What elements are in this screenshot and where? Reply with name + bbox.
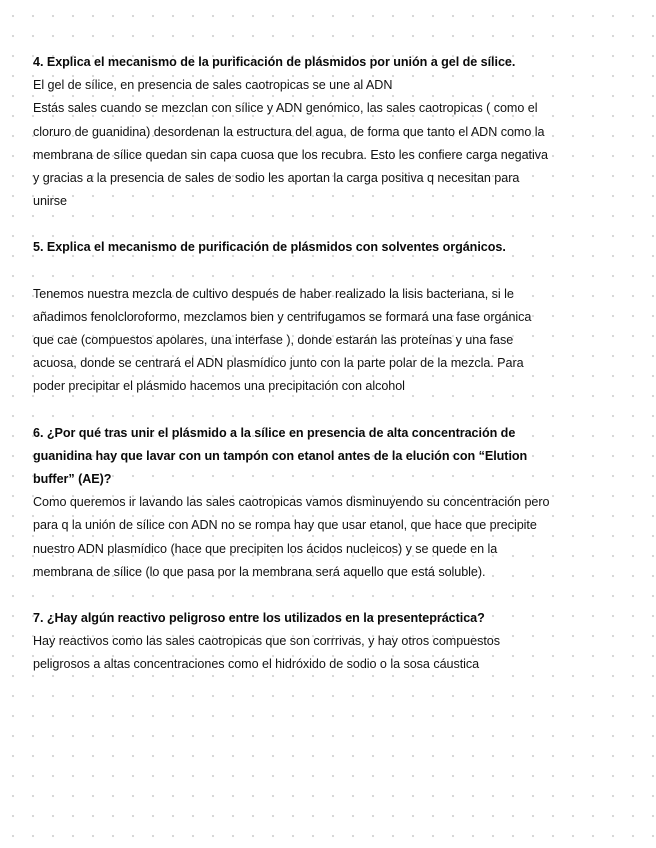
spacer xyxy=(33,213,625,236)
answer-line: membrana de sílice quedan sin capa cuosa que los recubra. Esto les confiere carga negativa xyxy=(33,147,548,162)
question-7-answer xyxy=(33,630,625,676)
question-title-line: 5. Explica el mecanismo de purificación de plásmidos con solventes orgánicos. xyxy=(33,240,506,255)
answer-line: nuestro ADN plasmídico (hace que precipiten los ácidos nucleicos) y se quede en la xyxy=(33,541,498,556)
question-5 xyxy=(33,236,625,398)
spacer xyxy=(33,584,625,607)
answer-line: Tenemos nuestra mezcla de cultivo después de haber realizado la lisis bacteriana, si le xyxy=(33,286,514,301)
answer-line: membrana de sílice (lo que pasa por la membrana será aquello que está soluble). xyxy=(33,564,486,579)
answer-line: peligrosos a altas concentraciones como el hidróxido de sodio o la sosa cáustica xyxy=(33,657,480,672)
answer-line: añadimos fenolcloroformo, mezclamos bien y centrifugamos se formará una fase orgánica xyxy=(33,309,532,324)
answer-line: Hay reactivos como las sales caotropicas que son corrrivas, y hay otros compuestos xyxy=(33,634,500,649)
question-6-title xyxy=(33,422,625,492)
question-title-line: 7. ¿Hay algún reactivo peligroso entre los utilizados en la presentepráctica? xyxy=(33,611,485,626)
question-7 xyxy=(33,607,625,677)
answer-line: unirse xyxy=(33,194,68,209)
answer-line: acuosa, donde se centrará el ADN plasmídico junto con la parte polar de la mezcla. Para xyxy=(33,356,524,371)
question-4-title xyxy=(33,51,625,74)
question-5-title xyxy=(33,236,625,259)
answer-line: para q la unión de sílice con ADN no se rompa hay que usar etanol, que hace que precipite xyxy=(33,518,537,533)
spacer xyxy=(33,399,625,422)
spacer xyxy=(33,260,625,283)
question-4-answer xyxy=(33,74,625,213)
question-7-title xyxy=(33,607,625,630)
answer-line: que cae (compuestos apolares, una interfase ), donde estarán las proteínas y una fase xyxy=(33,333,514,348)
question-title-line: 4. Explica el mecanismo de la purificación de plásmidos por unión a gel de sílice. xyxy=(33,55,516,69)
answer-line: Como queremos ir lavando las sales caotropicas vamos disminuyendo su concentración pero xyxy=(33,495,550,510)
answer-line: Estás sales cuando se mezclan con sílice y ADN genómico, las sales caotropicas ( como el xyxy=(33,101,538,116)
question-title-line: guanidina hay que lavar con un tampón con etanol antes de la elución con “Elution xyxy=(33,448,528,463)
answer-line: poder precipitar el plásmido hacemos una precipitación con alcohol xyxy=(33,379,405,394)
answer-line: y gracias a la presencia de sales de sodio les aportan la carga positiva q necesitan para xyxy=(33,171,520,186)
question-4 xyxy=(33,51,625,213)
answer-line: cloruro de guanidina) desordenan la estructura del agua, de forma que tanto el ADN como la xyxy=(33,124,545,139)
question-5-answer xyxy=(33,283,625,399)
document-page xyxy=(33,51,625,677)
answer-line: El gel de sílice, en presencia de sales caotropicas se une al ADN xyxy=(33,78,393,93)
question-title-line: buffer” (AE)? xyxy=(33,472,112,487)
question-6 xyxy=(33,422,625,584)
question-6-answer xyxy=(33,491,625,584)
question-title-line: 6. ¿Por qué tras unir el plásmido a la sílice en presencia de alta concentración de xyxy=(33,425,516,440)
